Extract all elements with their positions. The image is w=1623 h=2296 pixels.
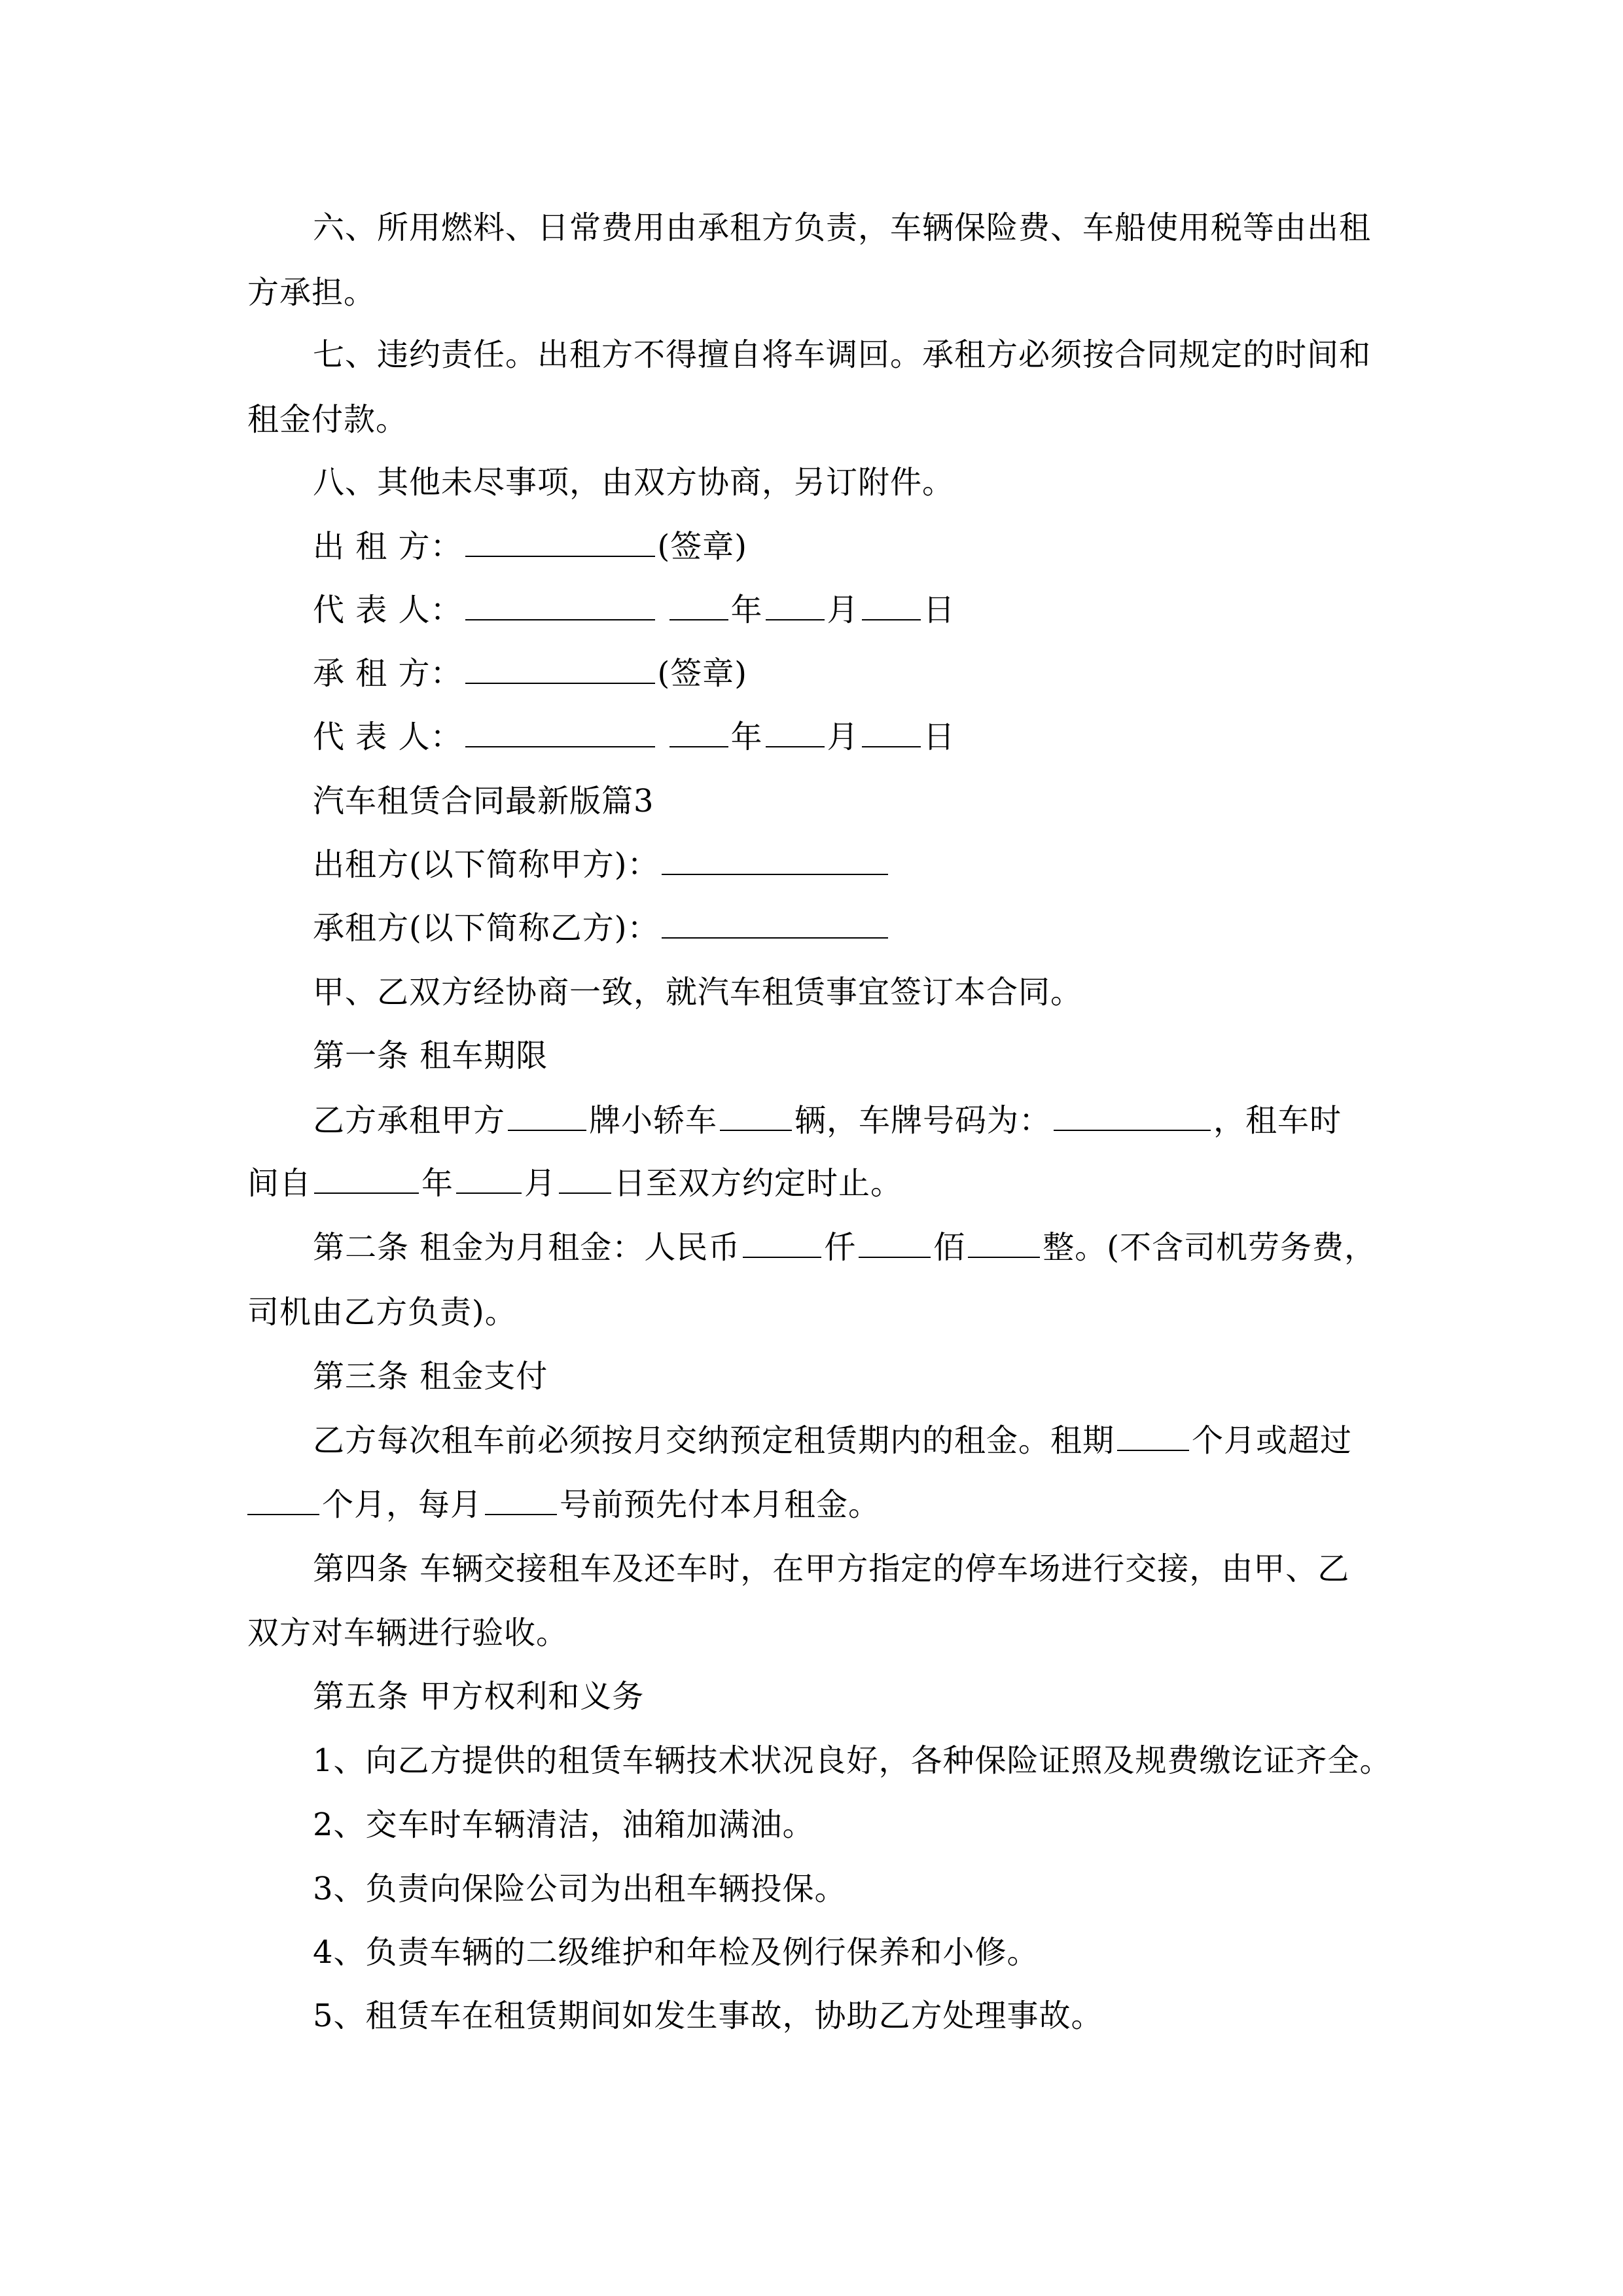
month-blank [766, 590, 825, 620]
months-blank [247, 1485, 319, 1515]
article-4-cont: 双方对车辆进行验收。 [247, 1615, 569, 1651]
month-blank [456, 1164, 522, 1194]
year-label: 年 [730, 592, 763, 628]
article-5-item-5: 5、租赁车在租赁期间如发生事故，协助乙方处理事故。 [313, 1998, 1103, 2034]
month-blank [766, 717, 825, 747]
months-blank [1117, 1421, 1189, 1451]
year-blank [669, 717, 728, 747]
seal-label: (签章) [657, 655, 747, 692]
party-b-blank [662, 908, 888, 939]
paragraph-clause-8: 八、其他未尽事项，由双方协商，另订附件。 [313, 464, 955, 501]
paragraph-clause-6-cont: 方承担。 [247, 274, 376, 311]
lessor-blank [465, 527, 655, 557]
representative-label: 代 表 人： [313, 719, 463, 755]
article-1-body [313, 1101, 1342, 1140]
text: 第二条 租金为月租金：人民币 [313, 1229, 741, 1266]
representative-blank [465, 717, 655, 747]
text: 佰 [933, 1229, 966, 1266]
article-3-body [313, 1421, 1352, 1460]
text: 牌小轿车 [589, 1102, 718, 1139]
day-label: 日 [923, 719, 955, 755]
lessor-label: 出 租 方： [313, 528, 463, 565]
text: 月 [524, 1165, 557, 1202]
representative-blank [465, 590, 655, 620]
section-title: 汽车租赁合同最新版篇3 [313, 783, 654, 819]
article-2-cont: 司机由乙方负责)。 [247, 1294, 517, 1331]
day-blank [862, 717, 921, 747]
hundreds-blank [859, 1228, 931, 1258]
lessee-label: 承 租 方： [313, 655, 463, 692]
day-blank [485, 1485, 557, 1515]
signature-lessor-row [313, 527, 747, 566]
month-label: 月 [827, 592, 859, 628]
article-3-heading: 第三条 租金支付 [313, 1358, 548, 1395]
text: 日至双方约定时止。 [614, 1165, 903, 1202]
thousands-blank [743, 1228, 821, 1258]
quantity-blank [720, 1101, 792, 1131]
article-4: 第四条 车辆交接租车及还车时，在甲方指定的停车场进行交接，由甲、乙 [313, 1551, 1350, 1587]
article-5-item-1: 1、向乙方提供的租赁车辆技术状况良好，各种保险证照及规费缴讫证齐全。 [313, 1742, 1392, 1779]
article-5-heading: 第五条 甲方权利和义务 [313, 1678, 645, 1715]
article-5-item-2: 2、交车时车辆清洁，油箱加满油。 [313, 1806, 815, 1843]
paragraph-clause-6: 六、所用燃料、日常费用由承租方负责，车辆保险费、车船使用税等由出租 [313, 209, 1372, 246]
plate-blank [1054, 1101, 1211, 1131]
brand-blank [508, 1101, 586, 1131]
whole-blank [968, 1228, 1040, 1258]
representative-date-row-2 [313, 717, 955, 757]
article-5-item-4: 4、负责车辆的二级维护和年检及例行保养和小修。 [313, 1934, 1039, 1971]
party-b-label: 承租方(以下简称乙方)： [313, 910, 660, 946]
paragraph-clause-7-cont: 租金付款。 [247, 401, 408, 438]
text: 个月，每月 [322, 1486, 483, 1523]
party-a-blank [662, 845, 888, 875]
party-a-label: 出租方(以下简称甲方)： [313, 846, 660, 883]
text: 间自 [247, 1165, 312, 1202]
text: 乙方每次租车前必须按月交纳预定租赁期内的租金。租期 [313, 1422, 1115, 1459]
representative-label: 代 表 人： [313, 592, 463, 628]
party-a-row [313, 845, 891, 884]
article-5-item-3: 3、负责向保险公司为出租车辆投保。 [313, 1871, 847, 1907]
seal-label: (签章) [657, 528, 747, 565]
agreement-intro: 甲、乙双方经协商一致，就汽车租赁事宜签订本合同。 [313, 974, 1083, 1011]
lessee-blank [465, 654, 655, 684]
month-label: 月 [827, 719, 859, 755]
party-b-row [313, 908, 891, 948]
article-3-body-cont [247, 1485, 880, 1524]
signature-lessee-row [313, 654, 747, 693]
year-blank [314, 1164, 419, 1194]
article-1-heading: 第一条 租车期限 [313, 1037, 548, 1074]
text: 乙方承租甲方 [313, 1102, 506, 1139]
day-blank [862, 590, 921, 620]
text: 仟 [824, 1229, 857, 1266]
text: 号前预先付本月租金。 [560, 1486, 881, 1523]
paragraph-clause-7: 七、违约责任。出租方不得擅自将车调回。承租方必须按合同规定的时间和 [313, 336, 1372, 373]
article-1-body-cont [247, 1164, 902, 1203]
text: 年 [421, 1165, 454, 1202]
text: 辆，车牌号码为： [794, 1102, 1052, 1139]
day-blank [559, 1164, 611, 1194]
representative-date-row-1 [313, 590, 955, 630]
text: 整。(不含司机劳务费， [1043, 1229, 1377, 1266]
article-2 [313, 1228, 1376, 1267]
year-blank [669, 590, 728, 620]
text: ，租车时 [1213, 1102, 1342, 1139]
text: 个月或超过 [1192, 1422, 1353, 1459]
day-label: 日 [923, 592, 955, 628]
year-label: 年 [730, 719, 763, 755]
